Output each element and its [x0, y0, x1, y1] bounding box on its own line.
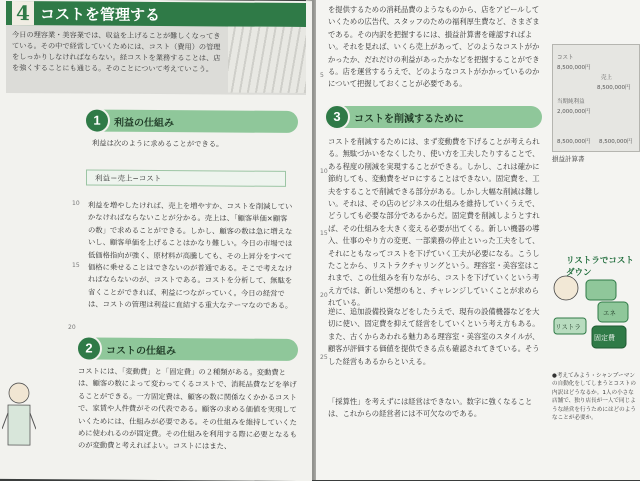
chapter-intro: 今日の理容業・美容業では、収益を上げることが難しくなってきている。その中で経営していくためには、コスト（費用）の管理をしっかりしなければならない。経コストを業務することは、店を強くすることにも通じる。そのことについて考えていこう。 [12, 29, 221, 74]
sidebar-note: ●考えてみよう・シャンプーマンの自動化をしてしまうとコストの内訳はどうなるか。1人の小さな店舗で、独り店長が一人で同じような経営を行うためにはどのようなことが必要か。 [552, 373, 636, 422]
section-2-number: 2 [76, 335, 102, 361]
chapter-title: コストを管理する [40, 6, 161, 25]
table-cell: 当期純利益 [557, 99, 585, 105]
section-3-body: コストを削減するためには、まず変動費を下げることが考えられる。無駄づかいをなくしたり、使い方を工夫したりすることで、ある程度の削減を実現することができる。しかし、これは確かに節約しても、変動費をゼロにすることはできない。固定費を、工夫をすることで削減できる部分がある。しかし大幅な削減は難しい。それは、その店のビジネスの仕組みを維持していくうえで、どうしても必要な部分であるからだ。固定費を削減しようとすれば、その仕組みを大きく変える必要が出てくる。新しい機器の導入、仕事のやり方の変更、一部業務の停止といった工夫をして、それにともなってコストを下げていく工夫が必要になる。こうしたことから、リストラクチャリングという。理容室・美容室はこれまで、この仕組みを有りながら、コストを下げていくという考え方では、新しい発想のもと、チャレンジしていくことが求められている。 [328, 137, 540, 308]
section-2-title: コストの仕組み [106, 345, 176, 358]
table-cell: 8,500,000円 [599, 139, 633, 145]
section-1-lead: 利益は次のように求めることができる。 [92, 138, 224, 149]
line-number: 20 [320, 292, 328, 299]
section-2-body: コストには、「変動費」と「固定費」の２種類がある。変動費とは、顧客の数によって変わってくるコストで、消耗品費などを挙げることができる。一方固定費は、顧客の数に関係なくかかるコストで、家賃や人件費がその代表である。顧客の求める価値を実現していくためには、仕組みが必要である。その仕組みを維持していくために使われるのが固定費。その仕組みを利用する際に必要となるものが変動費と考えればよい。コストにはまた、 [78, 366, 297, 451]
sidebar-title: リストラでコストダウン [566, 255, 634, 277]
cartoon-figure [2, 379, 36, 469]
line-number: 15 [72, 262, 80, 269]
section-2-heading [80, 337, 298, 361]
table-caption: 損益計算書 [552, 155, 585, 163]
section-3-heading [328, 106, 542, 128]
right-page [316, 0, 640, 480]
section-3-body-2: 逆に、追加設備投資などをしたうえで、現有の設備機器などを大切に使い、固定費を抑えて経営をしていくという考え方もある。また、古くからあわれる魅力ある理容室・美容室のスタイルが、顧客が評価する価値を提供できる点も確認されてきている。そうした経営もあるからといえる。 [328, 307, 540, 366]
line-number: 20 [68, 324, 76, 331]
income-statement-table [552, 44, 640, 152]
left-page [0, 0, 312, 481]
right-top-body: を提供するための消耗品費のようなものから、店をアピールしていくための広告代、スタッフのための福利厚生費など、さまざまである。その内訳を把握するには、損益計算書を確認すればよい。それを見れば、いくら売上があって、どのようなコストがかかったか、だれだけの利益があったかなどを把握することができる。店を運営するうえで、どのようなコストがかかっているのかについて把握しておくことが必要である。 [328, 5, 540, 89]
section-1-title: 利益の仕組み [114, 117, 174, 130]
restructuring-illustration [548, 266, 638, 362]
section-1-body: 利益を増やしたければ、売上を増やすか、コストを削減していかなければならないことが分かる。売上は、「顧客単価×顧客の数」で求めることができる。しかし、顧客の数は急に増えないし、顧客単価を上げることはかなり難しい。今日の市場では低価格指向が強く、原材料が高騰しても、その上昇分をすべて価格に乗せることはできないのが普通である。そこで考えなければならないのが、コストである。コストを分析して、無駄を省くことができれば、利益につながっていく。今日の経営では、コストの管理は利益に直結する重大なテーマなのである。 [88, 200, 293, 311]
section-3-title: コストを削減するために [354, 114, 464, 125]
line-number: 10 [320, 168, 328, 175]
illustration-label: リストラ [555, 323, 581, 331]
section-1-heading [88, 110, 298, 133]
line-number: 5 [320, 72, 324, 79]
table-cell: コスト [557, 55, 574, 61]
illustration-label: エネ [603, 309, 616, 317]
table-cell: 売上 [601, 75, 613, 81]
chapter-number: 4 [12, 1, 34, 25]
line-number: 15 [320, 230, 328, 237]
illustration-label: 固定費 [594, 334, 615, 342]
table-cell: 2,000,000円 [557, 109, 591, 115]
table-cell: 8,500,000円 [557, 139, 591, 145]
table-cell: 8,500,000円 [557, 65, 591, 71]
line-number: 25 [320, 354, 328, 361]
profit-formula: 利益＝売上−コスト [86, 170, 286, 187]
section-3-body-3: 「採算性」を考えずには経営はできない。数字に強くなることは、これからの経営者には不可欠なのである。 [328, 397, 533, 419]
table-cell: 8,500,000円 [597, 85, 631, 91]
section-3-number: 3 [324, 104, 350, 130]
line-number: 10 [72, 200, 80, 207]
section-1-number: 1 [84, 107, 110, 133]
ledger-photo [228, 27, 306, 94]
